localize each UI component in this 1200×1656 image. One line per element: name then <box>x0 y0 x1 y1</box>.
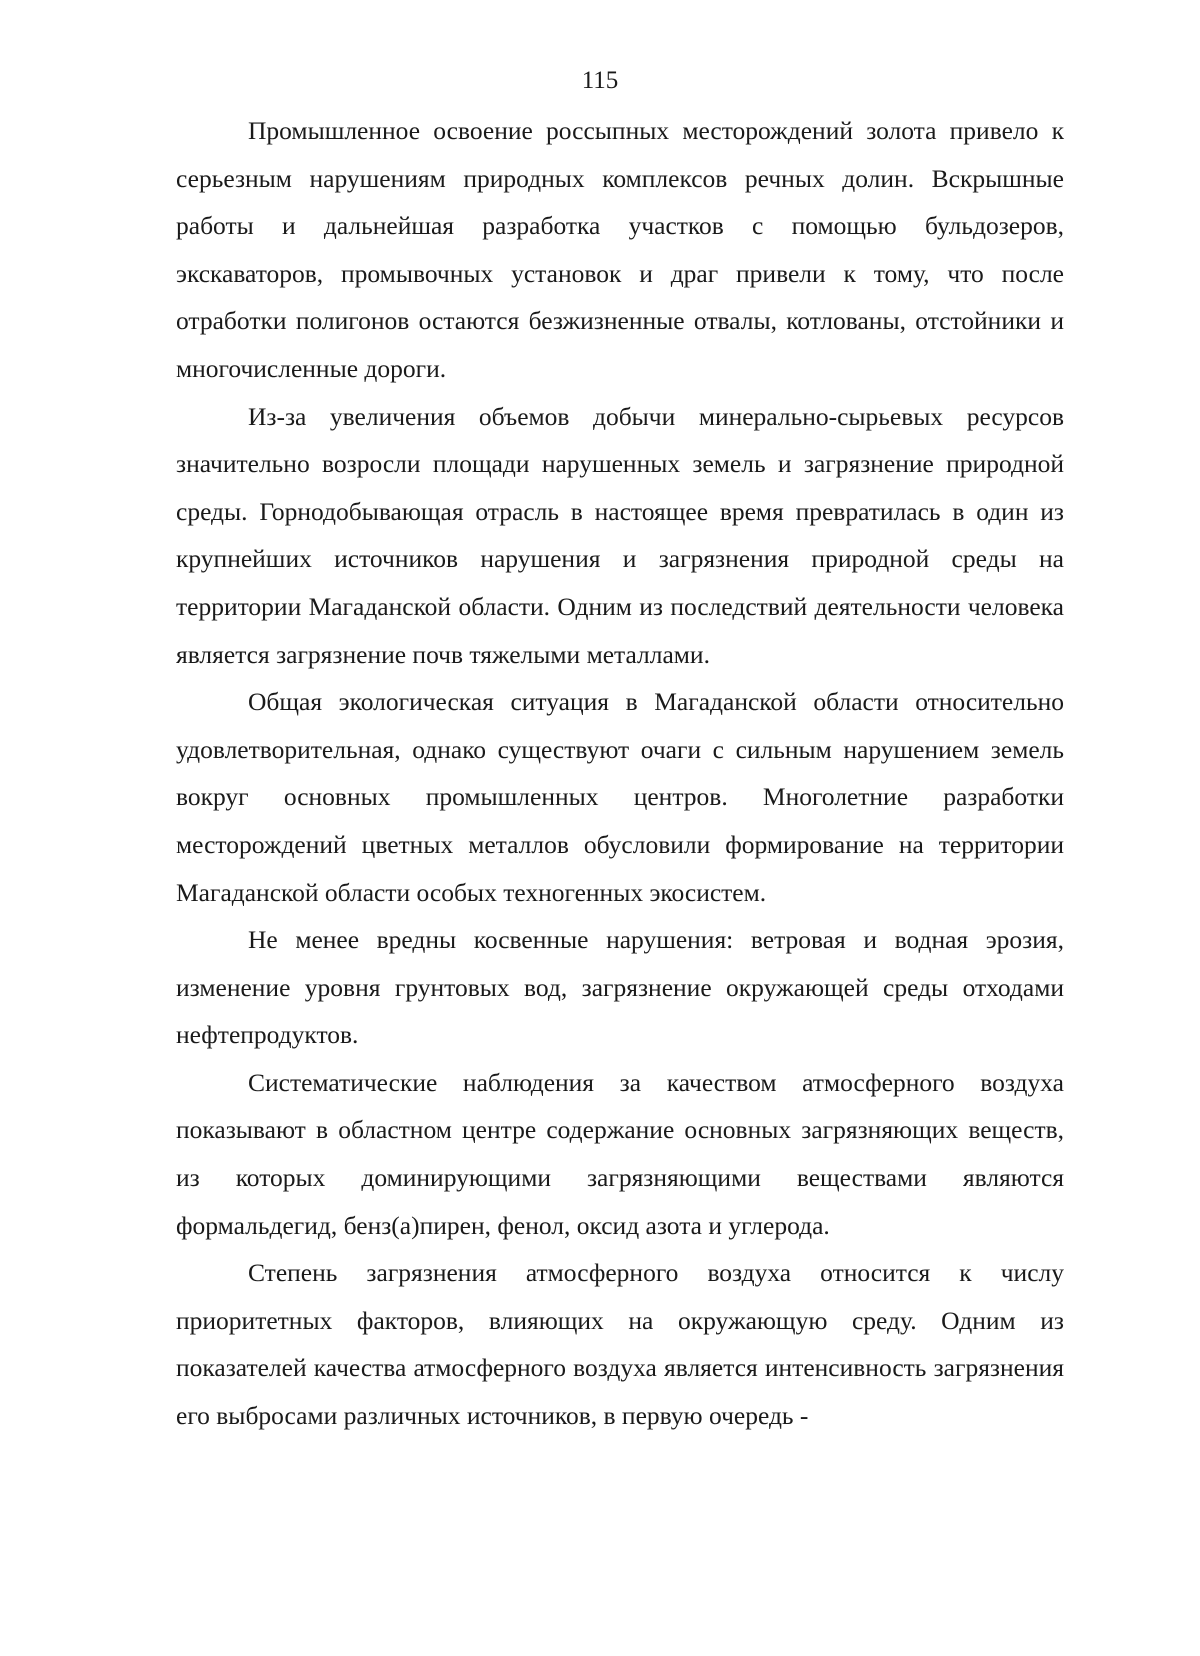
page-number: 115 <box>581 67 619 94</box>
body-text <box>176 107 1064 1440</box>
paragraph-1: Промышленное освоение россыпных месторождений золота привело к серьезным нарушениям природных комплексов речных долин. Вскрышные работы и дальнейшая разработка участков с помощью бульдозеров, экскаваторов, промывочных установок и драг привели к тому, что после отработки полигонов остаются безжизненные отвалы, котлованы, отстойники и многочисленные дороги. <box>176 116 1064 383</box>
paragraph-6: Степень загрязнения атмосферного воздуха относится к числу приоритетных факторов, влияющих на окружающую среду. Одним из показателей качества атмосферного воздуха является интенсивность загрязнения его выбросами различных источников, в первую очередь - <box>176 1258 1064 1431</box>
paragraph-3: Общая экологическая ситуация в Магаданской области относительно удовлетворительная, однако существуют очаги с сильным нарушением земель вокруг основных промышленных центров. Многолетние разработки месторождений цветных металлов обусловили формирование на территории Магаданской области особых техногенных экосистем. <box>176 687 1064 907</box>
paragraph-2: Из-за увеличения объемов добычи минерально-сырьевых ресурсов значительно возросли площади нарушенных земель и загрязнение природной среды. Горнодобывающая отрасль в настоящее время превратилась в один из крупнейших источников нарушения и загрязнения природной среды на территории Магаданской области. Одним из последствий деятельности человека является загрязнение почв тяжелыми металлами. <box>176 401 1064 669</box>
paragraph-5: Систематические наблюдения за качеством атмосферного воздуха показывают в областном центре содержание основных загрязняющих веществ, из которых доминирующими загрязняющими веществами являются формальдегид, бенз(а)пирен, фенол, оксид азота и углерода. <box>176 1067 1064 1240</box>
paragraph-4: Не менее вредны косвенные нарушения: ветровая и водная эрозия, изменение уровня грунтовых вод, загрязнение окружающей среды отходами нефтепродуктов. <box>176 925 1064 1050</box>
